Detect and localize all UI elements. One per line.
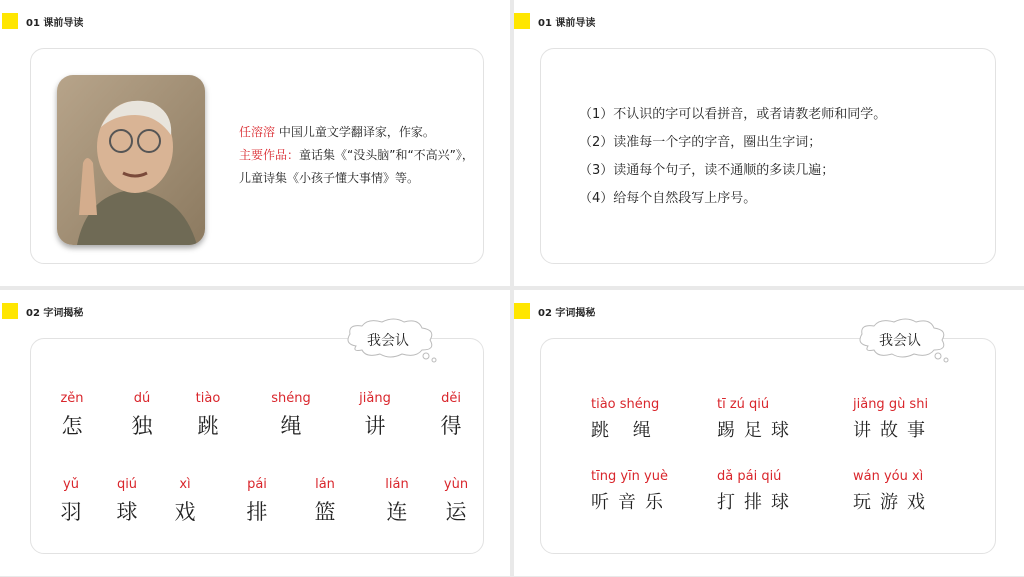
char-item: jiǎng 讲: [359, 391, 391, 438]
word-item: jiǎng gù shi 讲故事: [853, 397, 934, 441]
slide-1[interactable]: [0, 0, 510, 286]
yellow-marker: [2, 13, 18, 29]
char-item: tiào 跳: [195, 391, 221, 438]
char-item: yǔ 羽: [60, 477, 82, 524]
yellow-marker: [514, 303, 530, 319]
thought-bubble: [346, 320, 430, 360]
yellow-marker: [2, 303, 18, 319]
slide-4[interactable]: [514, 290, 1024, 576]
author-name: 任溶溶: [239, 125, 276, 139]
slide-header: [514, 302, 595, 320]
bubble-text: 我会认: [367, 333, 409, 349]
author-desc: 中国儿童文学翻译家，作家。: [275, 125, 435, 139]
char-item: dú 独: [131, 391, 153, 438]
char-item: lián 连: [385, 477, 409, 524]
char-item: lán 篮: [314, 477, 336, 524]
word-item: tiào shéng 跳 绳: [591, 397, 660, 441]
yellow-marker: [514, 13, 530, 29]
slide-3[interactable]: [0, 290, 510, 576]
word-item: tī zú qiú 踢足球: [717, 397, 798, 441]
reading-tips-list: [579, 101, 886, 213]
content-card: [540, 48, 996, 264]
word-item: tīng yīn yuè 听音乐: [591, 469, 672, 513]
header-title: 02 字词揭秘: [538, 307, 596, 319]
content-card: [30, 338, 484, 554]
char-item: zěn 怎: [60, 391, 84, 438]
header-title: 01 课前导读: [538, 17, 596, 29]
word-item: wán yóu xì 玩游戏: [853, 469, 934, 513]
list-item: （3）读通每个句子，读不通顺的多读几遍；: [579, 163, 835, 178]
char-item: xì 戏: [174, 477, 196, 524]
slide-header: [0, 302, 83, 320]
char-item: qiú 球: [116, 477, 138, 524]
author-photo: [57, 75, 205, 245]
list-item: （2）读准每一个字的字音，圈出生字词；: [579, 135, 822, 150]
char-item: děi 得: [440, 391, 462, 438]
char-item: pái 排: [246, 477, 268, 524]
works-text: 童话集《“没头脑”和“不高兴”》，儿童诗集《小孩子懂大事情》等。: [239, 148, 474, 185]
author-bio: [239, 121, 475, 190]
char-item: yùn 运: [443, 477, 469, 524]
thought-bubble: [858, 320, 942, 360]
bubble-text: 我会认: [879, 333, 921, 349]
char-item: shéng 绳: [271, 391, 311, 438]
header-title: 02 字词揭秘: [26, 307, 84, 319]
works-label: 主要作品：: [239, 148, 300, 162]
content-card: [30, 48, 484, 264]
word-item: dǎ pái qiú 打排球: [717, 469, 798, 513]
slide-header: [514, 12, 595, 30]
list-item: （4）给每个自然段写上序号。: [579, 191, 757, 206]
slide-header: [0, 12, 83, 30]
header-title: 01 课前导读: [26, 17, 84, 29]
slide-2[interactable]: [514, 0, 1024, 286]
content-card: [540, 338, 996, 554]
list-item: （1）不认识的字可以看拼音，或者请教老师和同学。: [579, 107, 887, 122]
